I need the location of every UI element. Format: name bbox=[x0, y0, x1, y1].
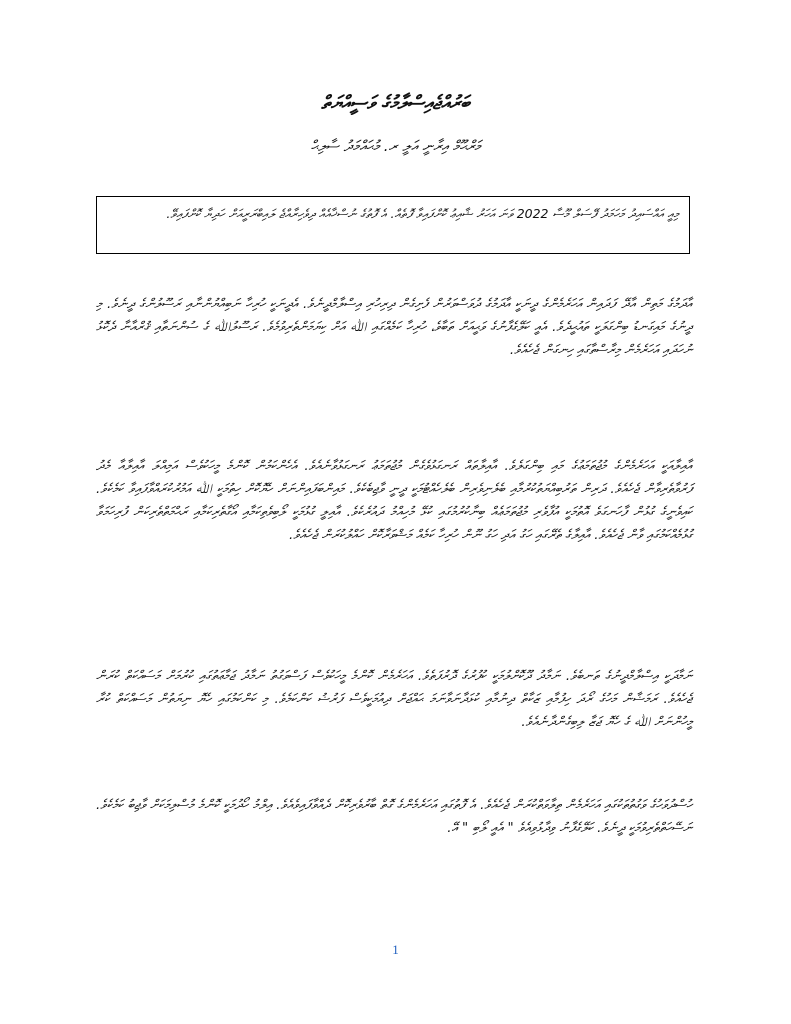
body-paragraph-1: އާދަމުގެ މަތިން އާދޭ ފަދައިން އަހަރެމެންގެ ދީނަކީ އާދަމުގެ ދުވަސްވަރުން ފެށިގެން ދިރިހުރި އިސްލާމްދީނެވެ. އެދީނަކީ ހުރިހާ ނަބިއްޔުންނާއި ރަސޫލުންގެ ދީނެވެ. މި ދީނުގެ މައިގަނޑު ބިންގަލަކީ ތައުޙީދެވެ. އެއީ ކަލޭގެފާނުގެ ވަޙީއަށް ތަބާވެ، ހުރިހާ ކަމެއްގައި ﷲ އަށް ކިޔަމަންތެރިވުމެވެ. ރަސޫލުﷲ ގެ ސުންނަތާއި ޤުރްއާނާ ދެކޮޅު ނުހަދައި އަހަރެމެން މިރާސްތާގައި ހިނގަން ޖެހެއެވެ. bbox=[96, 297, 692, 358]
page-number: 1 bbox=[392, 942, 399, 957]
body-paragraph-4: ހުސްދުވަހުގެ ވަގުތުތަކުގައި އަހަރެމެން ތިލާވަތްކުރަން ޖެހެއެވެ. އެ ފޮތުގައި އަހަރެމެންގެ ގޮތް ބާރުވެރިކޮށް ދެއްވާފައިވެއެވެ. އިލްމު ހޯދުމަކީ ކޮންމެ މުސްލިމަކަށް ވާޖިބު ކަމެކެވެ. ނަސޭހަތްތެރިވުމަކީ ދީނެވެ. ކަލޭގެފާނު ވިދާޅުވިއެވެ " އެއީ ލޯބި " އޭ. bbox=[96, 798, 692, 836]
publication-notice-box: މިއީ އައްސައިދު މަހަމަދު ފޭސަލް މޫސާ 2022 ވަނަ އަހަރު ޝާއިޢު ކޮށްފައިވާ ފޮތެއް. އެ ފޮތުގެ ނުސްޚާއެއް ދިވެހިރާއްޖެ ލައިބްރަރީއަށް ހަދިޔާ ކޮށްފައިވޭ. bbox=[96, 196, 690, 254]
body-paragraph-3: ނަމާދަކީ އިސްލާމްދީނުގެ ތަނބެވެ. ނަމާދު ދޫކޮށްލުމަކީ ކުފުރުގެ ދޮރުފަތެވެ. އަހަރެމެން ކޮންމެ މީހަކުވެސް ފަސްވަގުތު ނަމާދު ޖަމާޢަތުގައި ކުރުމަށް މަސައްކަތް ކުރަން ޖެހެއެވެ. ރަމަޟާން މަހުގެ ރޯދަ ހިފުމާއި ޒަކާތް ދިނުމާއި ކުޅަދާނަވާނަމަ ޙައްޖަށް ދިއުމަކީވެސް ފަރުޟު ކަންކަމެވެ. މި ކަންކަމުގައި ހެޔޮ ނިޔަތުން މަސައްކަތް ކުރާ މީހުންނަށް ﷲ ގެ ހެޔޮ ޖަޒާ ލިބިގެންދާނެއެވެ. bbox=[96, 669, 692, 730]
author-byline: މަރްޙޫމް އިރާނީ އަލީ ރ. މުޙައްމަދު ސާލިޙް bbox=[310, 137, 481, 155]
body-paragraph-2: އާއިލާއަކީ އަހަރެމެންގެ މުޖުތަމަޢުގެ މައި ބިންގަލެވެ. އާއިލާތައް ރަނގަޅުވެގެން މުޖުތަމަޢު ރަނގަޅުވާނެއެވެ. އެހެންކަމުން ކޮންމެ މީހަކުވެސް އަމިއްލަ އާއިލާއާ މެދު ފަރުވާތެރިވާން ޖެހެއެވެ. ދަރިން ތަރުބިއްޔަތުކުރުމާއި ބެލެނިވެރިން ބެލެހެއްޓުމަކީ ދީނީ ވާޖިބެކެވެ. މައިންބަފައިންނަށް ހެޔޮކޮށް ހިތުމަކީ ﷲ އަމުރުކުރައްވާފައިވާ ކަމެކެވެ. ކައިވެނީގެ ގުޅުން ފާހަނގަވެ އޮތުމަކީ އުފާވެރި މުޖުތަމަޢެއް ބިނާކުރުމުގައި ކުޅޭ މުހިއްމު ދައުރެކެވެ. އާއިލީ ގުޅުމަކީ ލޯބިވެތިކަމާއި އޯގާތެރިކަމާއި ރަޙްމަތްތެރިކަން ފުރިހަމަވާ ގުޅުމެއްކަމުގައި ވާން ޖެހެއެވެ. އާއިލާގެ ތެރޭގައި ހަގު އަދި ހަގު ނޫން ހުރިހާ ކަމެއް މަޝްވަރާކޮށް ހައްލުކުރަން ޖެހެއެވެ. bbox=[96, 459, 692, 543]
document-title: ބަރުއްޖެއިސްލާމުގެ ވަސީއްޔަތް bbox=[321, 92, 470, 114]
